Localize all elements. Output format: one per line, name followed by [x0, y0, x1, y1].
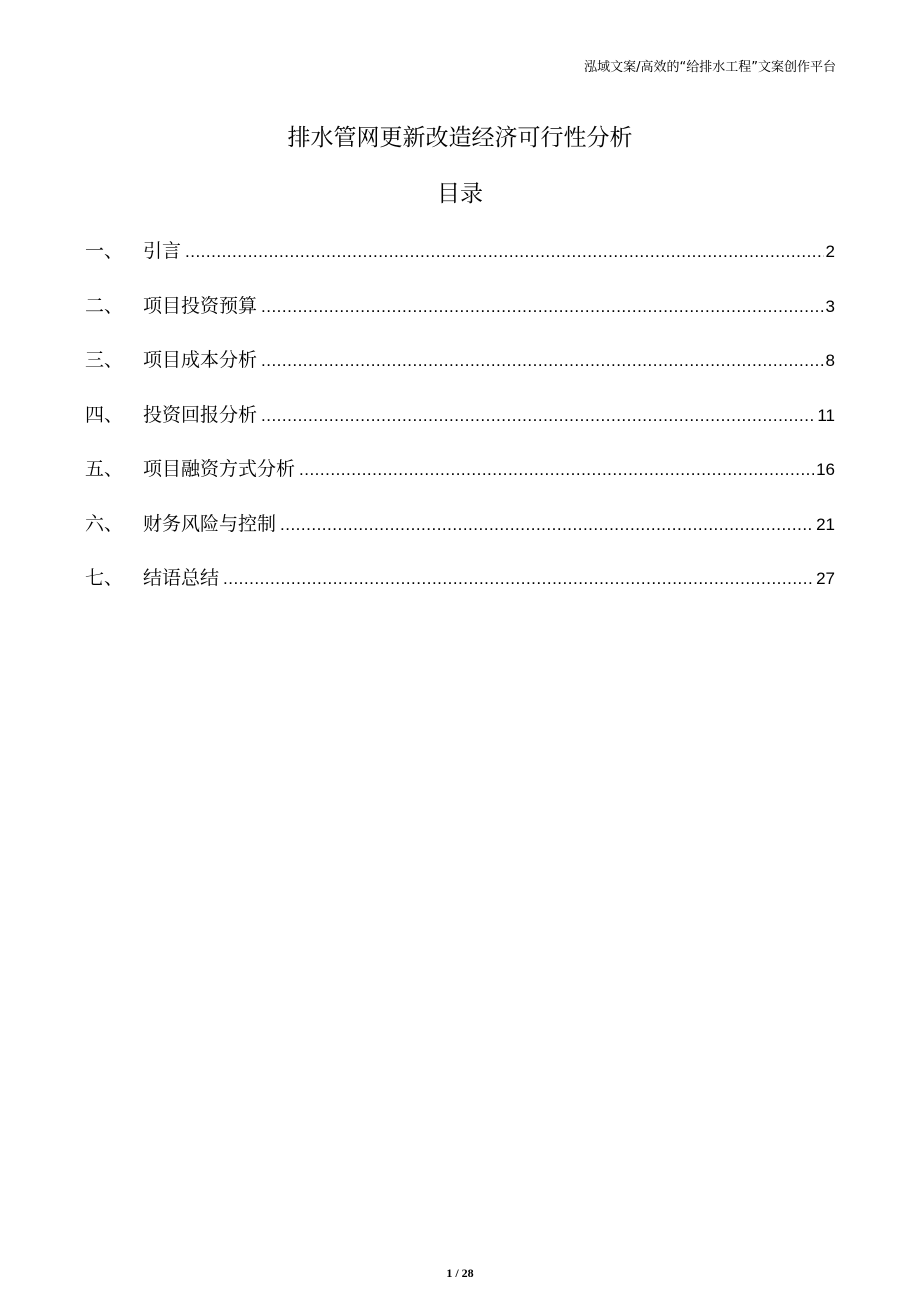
toc-entry-conclusion[interactable] — [85, 563, 835, 618]
toc-entry-number: 六、 — [85, 512, 124, 535]
toc-entry-page: 27 — [816, 569, 835, 588]
toc-entry-label: 项目融资方式分析 — [143, 458, 296, 480]
toc-entry-introduction[interactable] — [85, 236, 835, 291]
toc-entry-number: 五、 — [85, 458, 124, 480]
toc-entry-number: 二、 — [85, 294, 124, 317]
toc-entry-page: 2 — [825, 242, 835, 261]
toc-entry-label: 项目投资预算 — [143, 294, 258, 317]
toc-entry-page: 11 — [817, 405, 835, 425]
toc-entry-cost-analysis[interactable] — [85, 345, 835, 400]
toc-dot-leader — [223, 564, 814, 594]
toc-dot-leader — [261, 401, 815, 431]
toc-dot-leader — [261, 346, 824, 376]
toc-entry-number: 七、 — [85, 567, 124, 589]
toc-entry-page: 21 — [816, 514, 835, 534]
toc-dot-leader — [261, 292, 824, 322]
page-number-indicator: 1 / 28 — [446, 1266, 474, 1280]
document-title: 排水管网更新改造经济可行性分析 — [287, 125, 633, 151]
toc-entry-page: 16 — [816, 460, 835, 479]
toc-dot-leader — [299, 455, 814, 485]
toc-entry-page: 3 — [825, 296, 835, 316]
toc-entry-number: 三、 — [85, 349, 124, 371]
toc-entry-return-analysis[interactable] — [85, 400, 835, 455]
toc-entry-page: 8 — [825, 351, 835, 370]
toc-entry-financing-methods[interactable] — [85, 454, 835, 509]
page-header-text: 泓域文案/高效的“给排水工程”文案创作平台 — [584, 60, 836, 75]
toc-entry-label: 结语总结 — [143, 567, 220, 589]
toc-entry-label: 引言 — [143, 240, 182, 262]
toc-entry-label: 项目成本分析 — [143, 349, 258, 371]
toc-entry-investment-budget[interactable] — [85, 291, 835, 346]
toc-entry-label: 财务风险与控制 — [143, 512, 277, 535]
toc-entry-label: 投资回报分析 — [143, 403, 258, 426]
toc-entry-number: 一、 — [85, 240, 124, 262]
toc-heading: 目录 — [437, 181, 483, 207]
toc-dot-leader — [185, 237, 824, 267]
toc-entry-financial-risk[interactable] — [85, 509, 835, 564]
table-of-contents — [85, 236, 835, 618]
toc-dot-leader — [280, 510, 814, 540]
toc-entry-number: 四、 — [85, 403, 124, 426]
